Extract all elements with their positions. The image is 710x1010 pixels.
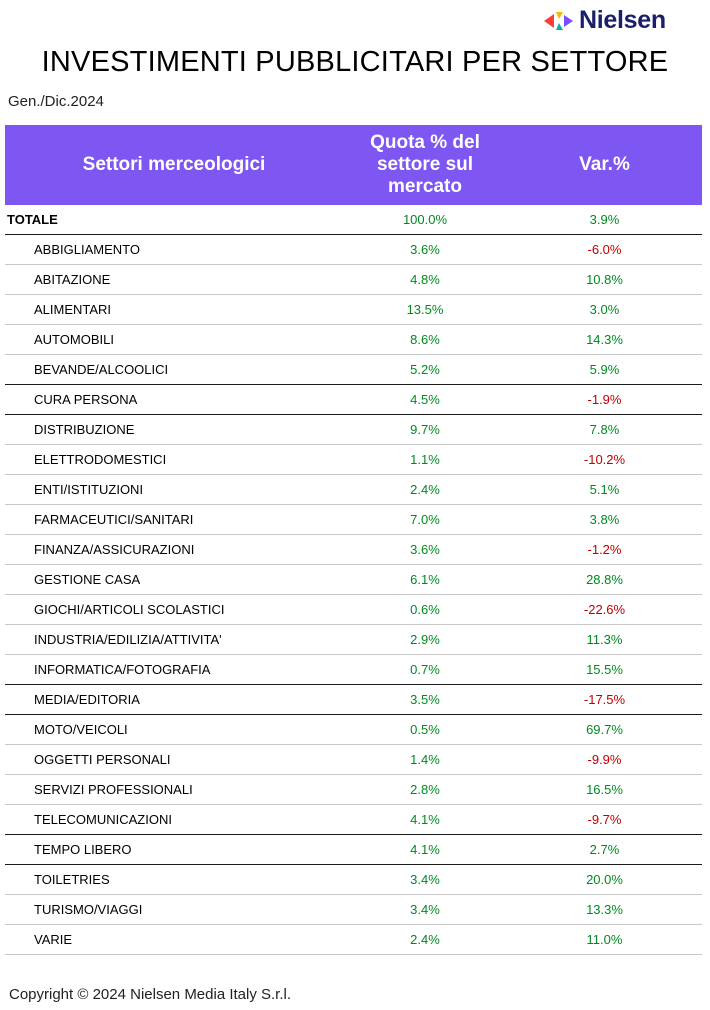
variation: -1.2% bbox=[507, 535, 702, 565]
market-share: 9.7% bbox=[343, 415, 507, 445]
variation: -6.0% bbox=[507, 235, 702, 265]
market-share: 3.6% bbox=[343, 235, 507, 265]
table-row bbox=[5, 385, 702, 415]
sector-name: BEVANDE/ALCOOLICI bbox=[5, 355, 343, 385]
table-row bbox=[5, 835, 702, 865]
variation: -10.2% bbox=[507, 445, 702, 475]
logo-shape bbox=[544, 14, 554, 28]
sector-name: DISTRIBUZIONE bbox=[5, 415, 343, 445]
table-row bbox=[5, 445, 702, 475]
variation: 28.8% bbox=[507, 565, 702, 595]
table-row bbox=[5, 505, 702, 535]
column-header-sector: Settori merceologici bbox=[5, 125, 343, 205]
table-body bbox=[5, 205, 702, 955]
sector-name: ABBIGLIAMENTO bbox=[5, 235, 343, 265]
market-share: 3.4% bbox=[343, 865, 507, 895]
market-share: 0.5% bbox=[343, 715, 507, 745]
market-share: 2.4% bbox=[343, 925, 507, 955]
logo-shape bbox=[564, 15, 573, 27]
sector-name: FINANZA/ASSICURAZIONI bbox=[5, 535, 343, 565]
market-share: 2.4% bbox=[343, 475, 507, 505]
sector-name: ABITAZIONE bbox=[5, 265, 343, 295]
market-share: 7.0% bbox=[343, 505, 507, 535]
sector-name: CURA PERSONA bbox=[5, 385, 343, 415]
table-row bbox=[5, 235, 702, 265]
market-share: 3.4% bbox=[343, 895, 507, 925]
variation: 3.8% bbox=[507, 505, 702, 535]
table-row bbox=[5, 775, 702, 805]
market-share: 0.6% bbox=[343, 595, 507, 625]
market-share: 100.0% bbox=[343, 205, 507, 235]
sector-name: VARIE bbox=[5, 925, 343, 955]
period-label: Gen./Dic.2024 bbox=[8, 93, 104, 110]
sector-name: ELETTRODOMESTICI bbox=[5, 445, 343, 475]
variation: 69.7% bbox=[507, 715, 702, 745]
variation: -17.5% bbox=[507, 685, 702, 715]
market-share: 5.2% bbox=[343, 355, 507, 385]
table-row bbox=[5, 925, 702, 955]
market-share: 1.4% bbox=[343, 745, 507, 775]
sector-name: TURISMO/VIAGGI bbox=[5, 895, 343, 925]
table-row bbox=[5, 805, 702, 835]
sector-name: MEDIA/EDITORIA bbox=[5, 685, 343, 715]
variation: 10.8% bbox=[507, 265, 702, 295]
logo-shape bbox=[556, 12, 563, 19]
market-share: 6.1% bbox=[343, 565, 507, 595]
sector-name: SERVIZI PROFESSIONALI bbox=[5, 775, 343, 805]
variation: 5.1% bbox=[507, 475, 702, 505]
table-row bbox=[5, 715, 702, 745]
nielsen-logo-icon bbox=[541, 10, 575, 32]
market-share: 0.7% bbox=[343, 655, 507, 685]
market-share: 3.5% bbox=[343, 685, 507, 715]
variation: 5.9% bbox=[507, 355, 702, 385]
table-row bbox=[5, 745, 702, 775]
logo-shape bbox=[556, 23, 563, 30]
sector-name: TEMPO LIBERO bbox=[5, 835, 343, 865]
sector-name: GIOCHI/ARTICOLI SCOLASTICI bbox=[5, 595, 343, 625]
market-share: 2.8% bbox=[343, 775, 507, 805]
sector-name: FARMACEUTICI/SANITARI bbox=[5, 505, 343, 535]
market-share: 4.5% bbox=[343, 385, 507, 415]
column-header-var: Var.% bbox=[507, 125, 702, 205]
variation: 11.0% bbox=[507, 925, 702, 955]
copyright: Copyright © 2024 Nielsen Media Italy S.r.l. bbox=[9, 986, 292, 1003]
sector-name: AUTOMOBILI bbox=[5, 325, 343, 355]
table-row bbox=[5, 865, 702, 895]
table-row bbox=[5, 535, 702, 565]
market-share: 2.9% bbox=[343, 625, 507, 655]
sector-name: MOTO/VEICOLI bbox=[5, 715, 343, 745]
table-row bbox=[5, 655, 702, 685]
variation: -1.9% bbox=[507, 385, 702, 415]
table-header-row bbox=[5, 125, 702, 205]
sector-name: ALIMENTARI bbox=[5, 295, 343, 325]
sector-name: ENTI/ISTITUZIONI bbox=[5, 475, 343, 505]
total-row bbox=[5, 205, 702, 235]
sector-name: TELECOMUNICAZIONI bbox=[5, 805, 343, 835]
table-row bbox=[5, 595, 702, 625]
sector-name: OGGETTI PERSONALI bbox=[5, 745, 343, 775]
variation: 3.0% bbox=[507, 295, 702, 325]
column-header-share-text: Quota % del settore sul mercato bbox=[370, 132, 480, 197]
brand-name: Nielsen bbox=[579, 6, 666, 34]
variation: 14.3% bbox=[507, 325, 702, 355]
variation: 20.0% bbox=[507, 865, 702, 895]
market-share: 8.6% bbox=[343, 325, 507, 355]
market-share: 3.6% bbox=[343, 535, 507, 565]
table-row bbox=[5, 475, 702, 505]
market-share: 13.5% bbox=[343, 295, 507, 325]
market-share: 4.8% bbox=[343, 265, 507, 295]
table-row bbox=[5, 265, 702, 295]
nielsen-logo bbox=[541, 6, 666, 35]
variation: -22.6% bbox=[507, 595, 702, 625]
variation: 11.3% bbox=[507, 625, 702, 655]
sector-name: INDUSTRIA/EDILIZIA/ATTIVITA' bbox=[5, 625, 343, 655]
sector-name: TOTALE bbox=[5, 205, 343, 235]
sector-name: TOILETRIES bbox=[5, 865, 343, 895]
table-row bbox=[5, 685, 702, 715]
page-title: INVESTIMENTI PUBBLICITARI PER SETTORE bbox=[41, 46, 669, 78]
table-row bbox=[5, 355, 702, 385]
variation: 15.5% bbox=[507, 655, 702, 685]
table-row bbox=[5, 295, 702, 325]
table-row bbox=[5, 895, 702, 925]
table-row bbox=[5, 625, 702, 655]
market-share: 4.1% bbox=[343, 835, 507, 865]
sector-name: GESTIONE CASA bbox=[5, 565, 343, 595]
column-header-share bbox=[343, 125, 507, 205]
variation: 16.5% bbox=[507, 775, 702, 805]
market-share: 4.1% bbox=[343, 805, 507, 835]
variation: 7.8% bbox=[507, 415, 702, 445]
sector-name: INFORMATICA/FOTOGRAFIA bbox=[5, 655, 343, 685]
market-share: 1.1% bbox=[343, 445, 507, 475]
variation: 3.9% bbox=[507, 205, 702, 235]
variation: -9.9% bbox=[507, 745, 702, 775]
variation: -9.7% bbox=[507, 805, 702, 835]
variation: 13.3% bbox=[507, 895, 702, 925]
sector-table bbox=[5, 125, 702, 955]
variation: 2.7% bbox=[507, 835, 702, 865]
table-row bbox=[5, 325, 702, 355]
table-row bbox=[5, 565, 702, 595]
table-row bbox=[5, 415, 702, 445]
